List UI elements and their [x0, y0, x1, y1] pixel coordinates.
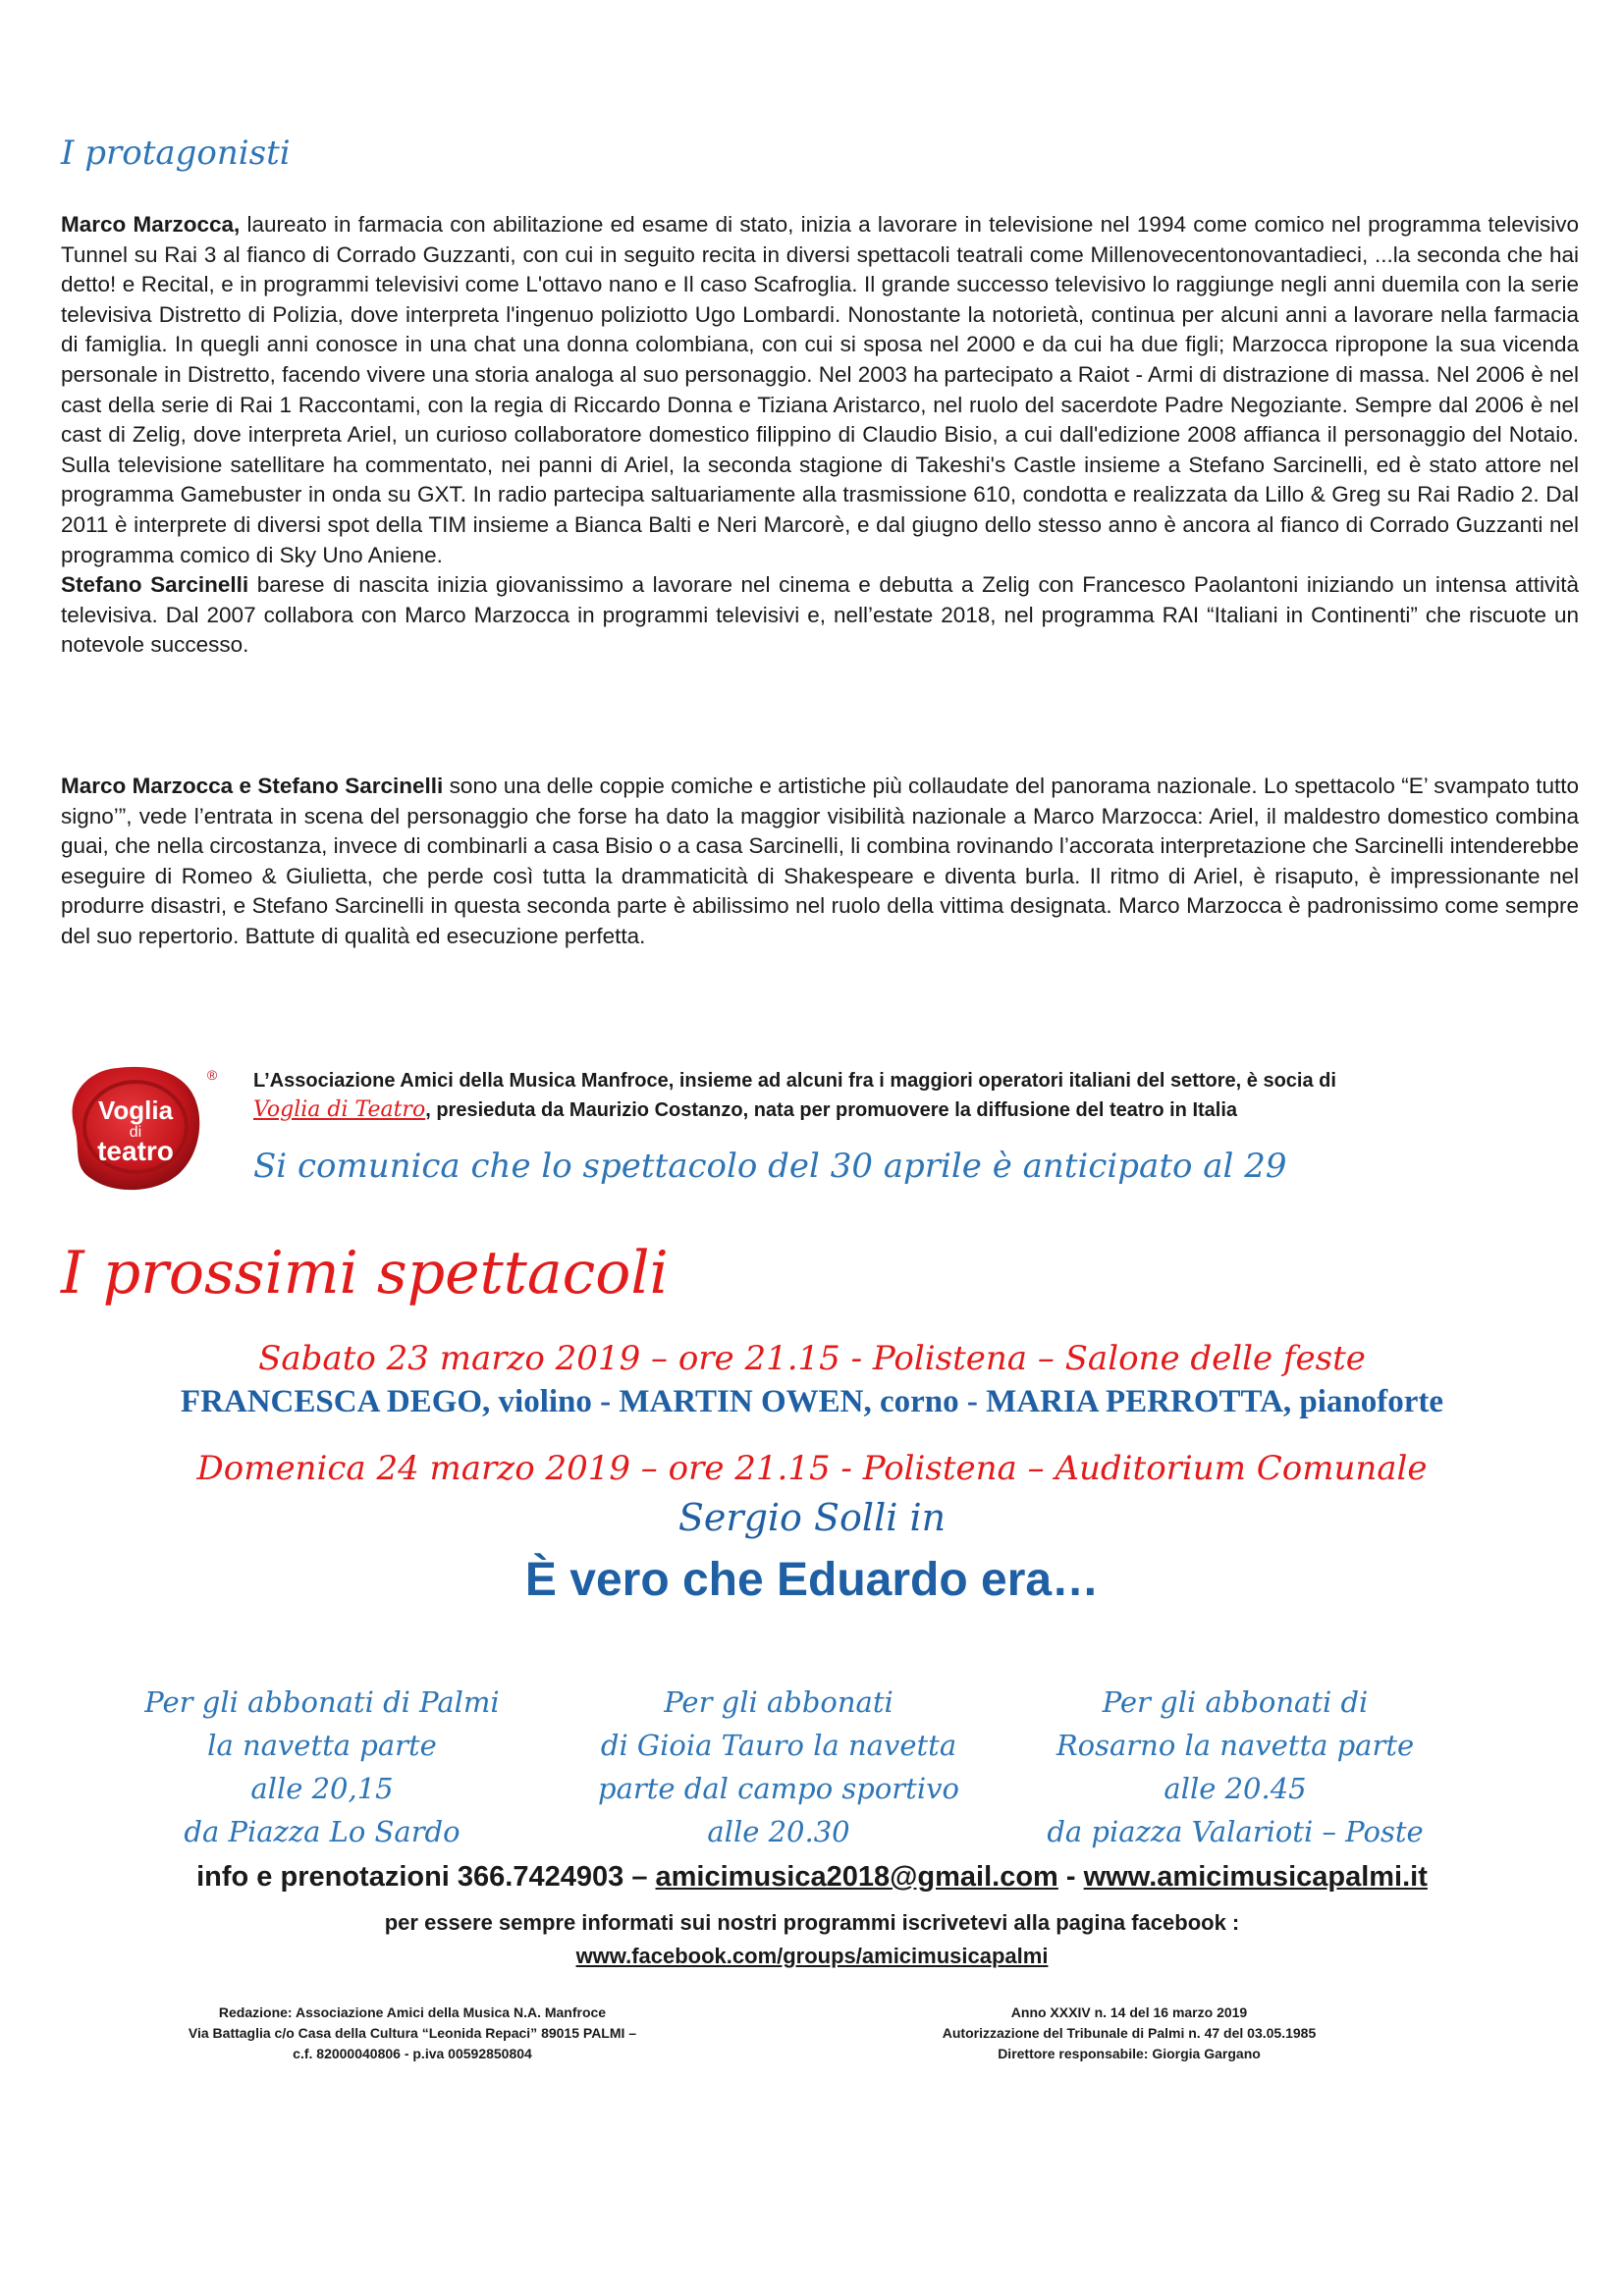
facebook-link-line — [0, 1944, 1624, 1969]
association-text-2 — [253, 1097, 1237, 1122]
footer-line: Autorizzazione del Tribunale di Palmi n. 47 del 03.05.1985 — [942, 2025, 1317, 2041]
wax-seal-icon — [57, 1058, 220, 1198]
registered-mark: ® — [206, 1067, 218, 1083]
footer-line: Direttore responsabile: Giorgia Gargano — [998, 2046, 1261, 2061]
footer-editorial — [118, 2002, 707, 2064]
footer-line: c.f. 82000040806 - p.iva 00592850804 — [293, 2046, 532, 2061]
contact-phone: info e prenotazioni 366.7424903 – — [196, 1861, 656, 1893]
website-link[interactable]: www.amicimusicapalmi.it — [1083, 1861, 1428, 1893]
date-change-notice: Si comunica che lo spettacolo del 30 aprile è anticipato al 29 — [253, 1147, 1287, 1186]
association-text: L’Associazione Amici della Musica Manfroce, insieme ad alcuni fra i maggiori operatori italiani del settore, è socia di — [253, 1070, 1336, 1092]
shuttle-line: Per gli abbonati di Palmi — [144, 1685, 500, 1719]
shuttle-line: alle 20.30 — [707, 1815, 850, 1848]
bio-text-marzocca: laureato in farmacia con abilitazione ed esame di stato, inizia a lavorare in televisione nel 1994 come comico nel programma televisivo Tunnel su Rai 3 al fianco di Corrado Guzzanti, con cui in seguito recita in diversi spettacoli teatrali come Millenovecentonovantadieci, ...la seconda che hai detto! e Recital, e in programmi televisivi come L'ottavo nano e Il caso Scafroglia. Il grande successo televisivo lo raggiunge negli anni duemila con la serie televisiva Distretto di Polizia, dove interpreta l'ingenuo poliziotto Ugo Lombardi. Nonostante la notorietà, continua per alcuni anni a lavorare nella farmacia di famiglia. In quegli anni conosce in una chat una donna colombiana, con cui si sposa nel 2000 e da cui ha due figli; Marzocca ripropone la sua vicenda personale in Distretto, facendo vivere una storia analoga al suo personaggio. Nel 2003 ha partecipato a Raiot - Armi di distrazione di massa. Nel 2006 è nel cast della serie di Rai 1 Raccontami, con la regia di Riccardo Donna e Tiziana Aristarco, nel ruolo del sacerdote Padre Negoziante. Sempre dal 2006 è nel cast di Zelig, dove interpreta Ariel, un curioso collaboratore domestico filippino di Claudio Bisio, a cui dall'edizione 2008 affianca il personaggio del Notaio. Sulla televisione satellitare ha commentato, nei panni di Ariel, la seconda stagione di Takeshi's Castle insieme a Stefano Sarcinelli, ed è stato attore nel programma Gamebuster in onda su GXT. In radio partecipa saltuariamente alla trasmissione 610, condotta e realizzata da Lillo & Greg su Rai Radio 2. Dal 2011 è interprete di diversi spot della TIM insieme a Bianca Balti e Neri Marcorè, e dal giugno dello stesso anno è ancora al fianco di Corrado Guzzanti nel programma comico di Sky Uno Aniene. — [61, 212, 1579, 567]
facebook-link[interactable]: www.facebook.com/groups/amicimusicapalmi — [575, 1944, 1049, 1968]
event2-datetime: Domenica 24 marzo 2019 – ore 21.15 - Polistena – Auditorium Comunale — [196, 1449, 1428, 1488]
event1-datetime: Sabato 23 marzo 2019 – ore 21.15 - Polistena – Salone delle feste — [258, 1339, 1366, 1378]
association-text-rest: , presieduta da Maurizio Costanzo, nata per promuovere la diffusione del teatro in Italia — [425, 1099, 1238, 1121]
shuttle-line: Per gli abbonati — [664, 1685, 893, 1719]
bio-text-sarcinelli: barese di nascita inizia giovanissimo a lavorare nel cinema e debutta a Zelig con Francesco Paolantoni iniziando un intensa attività televisiva. Dal 2007 collabora con Marco Marzocca in programmi televisivi e, nell’estate 2018, nel programma RAI “Italiani in Continenti” che riscuote un notevole successo. — [61, 572, 1580, 658]
upcoming-title: I prossimi spettacoli — [61, 1239, 669, 1308]
bio-name-marzocca: Marco Marzocca, — [61, 212, 241, 237]
shuttle-line: la navetta parte — [207, 1729, 437, 1762]
shuttle-line: Per gli abbonati di — [1102, 1685, 1369, 1719]
shuttle-line: da Piazza Lo Sardo — [184, 1815, 460, 1848]
shuttle-line: alle 20.45 — [1164, 1772, 1307, 1805]
shuttle-line: di Gioia Tauro la navetta — [600, 1729, 957, 1762]
contact-info — [0, 1861, 1624, 1894]
shuttle-line: alle 20,15 — [250, 1772, 394, 1805]
shuttle-line: da piazza Valarioti – Poste — [1047, 1815, 1424, 1848]
event1-performers: FRANCESCA DEGO, violino - MARTIN OWEN, corno - MARIA PERROTTA, pianoforte — [180, 1384, 1444, 1419]
duo-names: Marco Marzocca e Stefano Sarcinelli — [61, 774, 444, 798]
bio-paragraph — [61, 210, 1579, 661]
shuttle-info-rosarno — [1019, 1681, 1451, 1853]
logo-text-voglia: Voglia — [97, 1095, 174, 1125]
voglia-di-teatro-logo — [57, 1058, 220, 1198]
shuttle-info-palmi — [106, 1681, 538, 1853]
shuttle-line: Rosarno la navetta parte — [1056, 1729, 1415, 1762]
email-link[interactable]: amicimusica2018@gmail.com — [655, 1861, 1058, 1893]
event2-performer: Sergio Solli in — [677, 1496, 947, 1539]
event2-title: È vero che Eduardo era… — [524, 1554, 1100, 1606]
footer-line: Anno XXXIV n. 14 del 16 marzo 2019 — [1010, 2004, 1248, 2020]
contact-separator: - — [1057, 1861, 1084, 1893]
shuttle-line: parte dal campo sportivo — [598, 1772, 959, 1805]
facebook-note: per essere sempre informati sui nostri programmi iscrivetevi alla pagina facebook : — [384, 1910, 1240, 1935]
footer-registration — [835, 2002, 1424, 2064]
logo-text-di: di — [129, 1124, 142, 1141]
voglia-di-teatro-name: Voglia di Teatro — [253, 1097, 426, 1122]
section-title: I protagonisti — [61, 133, 291, 173]
show-description-text: sono una delle coppie comiche e artistiche più collaudate del panorama nazionale. Lo spettacolo “E’ svampato tutto signo’”, vede l’entrata in scena del personaggio che forse ha dato la maggior visibilità nazionale a Marco Marzocca: Ariel, il maldestro domestico combina guai, che nella circostanza, invece di combinarli a casa Bisio o a casa Sarcinelli, li combina rovinando l’accorata interpretazione che Sarcinelli intenderebbe eseguire di Romeo & Giulietta, che perde così tutta la drammaticità di Shakespeare e diventa burla. Il ritmo di Ariel, è risaputo, è impressionante nel produrre disastri, e Stefano Sarcinelli in questa seconda parte è abilissimo nel ruolo della vittima designata. Marco Marzocca è padronissimo come sempre del suo repertorio. Battute di qualità ed esecuzione perfetta. — [61, 774, 1579, 948]
footer-line: Redazione: Associazione Amici della Musica N.A. Manfroce — [218, 2004, 607, 2020]
logo-text-teatro: teatro — [97, 1136, 174, 1166]
footer-line: Via Battaglia c/o Casa della Cultura “Leonida Repaci” 89015 PALMI – — [188, 2025, 637, 2041]
shuttle-info-gioia-tauro — [563, 1681, 995, 1853]
show-description-paragraph — [61, 772, 1579, 952]
bio-name-sarcinelli: Stefano Sarcinelli — [61, 572, 249, 598]
